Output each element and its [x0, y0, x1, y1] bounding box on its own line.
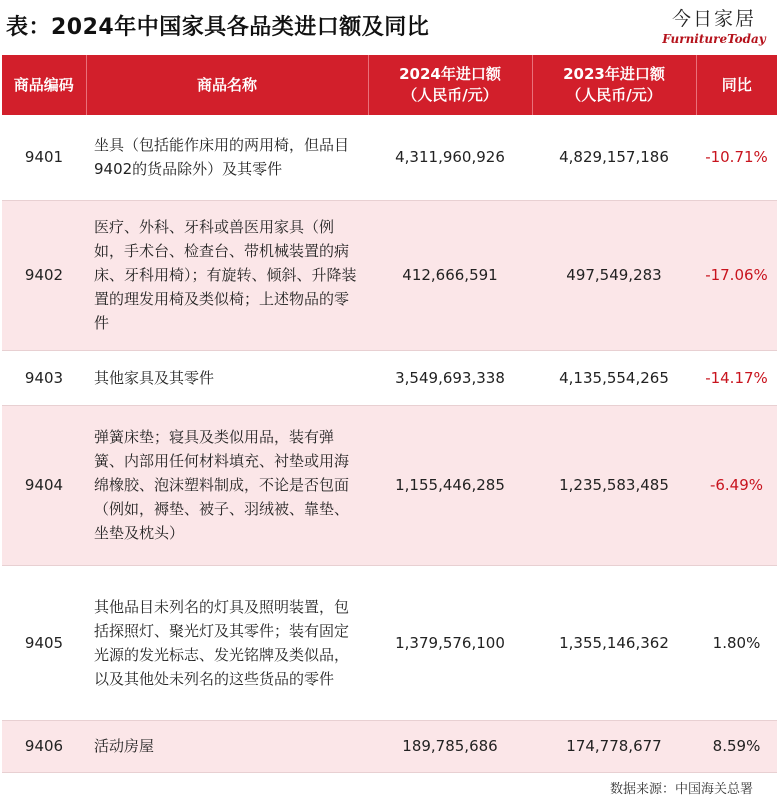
row-2023-value: 174,778,677	[532, 720, 696, 772]
row-code: 9402	[2, 200, 86, 350]
row-name: 医疗、外科、牙科或兽医用家具（例如，手术台、检查台、带机械装置的病床、牙科用椅）；有旋转、倾斜、升降装置的理发用椅及类似椅；上述物品的零件	[86, 200, 368, 350]
page-title: 表：2024年中国家具各品类进口额及同比	[6, 15, 430, 40]
header-2024	[368, 55, 532, 115]
row-code: 9403	[2, 350, 86, 405]
header-2023-line1: 2023年进口额	[563, 65, 665, 83]
row-name: 弹簧床垫；寝具及类似用品，装有弹簧、内部用任何材料填充、衬垫或用海绵橡胶、泡沫塑料制成，不论是否包面（例如，褥垫、被子、羽绒被、靠垫、坐垫及枕头）	[86, 405, 368, 565]
row-2023-value: 497,549,283	[532, 200, 696, 350]
row-2023-value: 1,355,146,362	[532, 565, 696, 720]
row-name: 活动房屋	[86, 720, 368, 772]
row-yoy: -10.71%	[696, 115, 777, 200]
row-2024-value: 1,379,576,100	[368, 565, 532, 720]
row-name: 坐具（包括能作床用的两用椅，但品目9402的货品除外）及其零件	[86, 115, 368, 200]
row-2024-value: 412,666,591	[368, 200, 532, 350]
row-2023-value: 4,135,554,265	[532, 350, 696, 405]
table-row	[2, 200, 777, 350]
row-2023-value: 1,235,583,485	[532, 405, 696, 565]
row-2024-value: 1,155,446,285	[368, 405, 532, 565]
logo-chinese: 今日家居	[671, 8, 756, 30]
header-2024-line1: 2024年进口额	[399, 65, 501, 83]
row-yoy: 8.59%	[696, 720, 777, 772]
table-row	[2, 350, 777, 405]
table-header-row	[2, 55, 777, 115]
row-code: 9405	[2, 565, 86, 720]
row-yoy: -14.17%	[696, 350, 777, 405]
row-code: 9404	[2, 405, 86, 565]
row-2024-value: 3,549,693,338	[368, 350, 532, 405]
header-2024-line2: （人民币/元）	[402, 86, 498, 104]
row-2024-value: 4,311,960,926	[368, 115, 532, 200]
row-code: 9401	[2, 115, 86, 200]
brand-logo	[659, 4, 769, 46]
import-table	[2, 55, 777, 773]
header-2023	[532, 55, 696, 115]
data-source-note: 数据来源：中国海关总署	[609, 782, 753, 797]
header-code: 商品编码	[2, 55, 86, 115]
header-yoy: 同比	[696, 55, 777, 115]
row-yoy: -6.49%	[696, 405, 777, 565]
header-2023-line2: （人民币/元）	[566, 86, 662, 104]
table-row	[2, 405, 777, 565]
header-name: 商品名称	[86, 55, 368, 115]
table-row	[2, 565, 777, 720]
table-row	[2, 115, 777, 200]
logo-english: FurnitureToday	[662, 32, 766, 46]
row-yoy: 1.80%	[696, 565, 777, 720]
row-code: 9406	[2, 720, 86, 772]
row-yoy: -17.06%	[696, 200, 777, 350]
row-name: 其他家具及其零件	[86, 350, 368, 405]
row-2024-value: 189,785,686	[368, 720, 532, 772]
row-name: 其他品目未列名的灯具及照明装置，包括探照灯、聚光灯及其零件；装有固定光源的发光标志、发光铭牌及类似品，以及其他处未列名的这些货品的零件	[86, 565, 368, 720]
row-2023-value: 4,829,157,186	[532, 115, 696, 200]
table-row	[2, 720, 777, 772]
